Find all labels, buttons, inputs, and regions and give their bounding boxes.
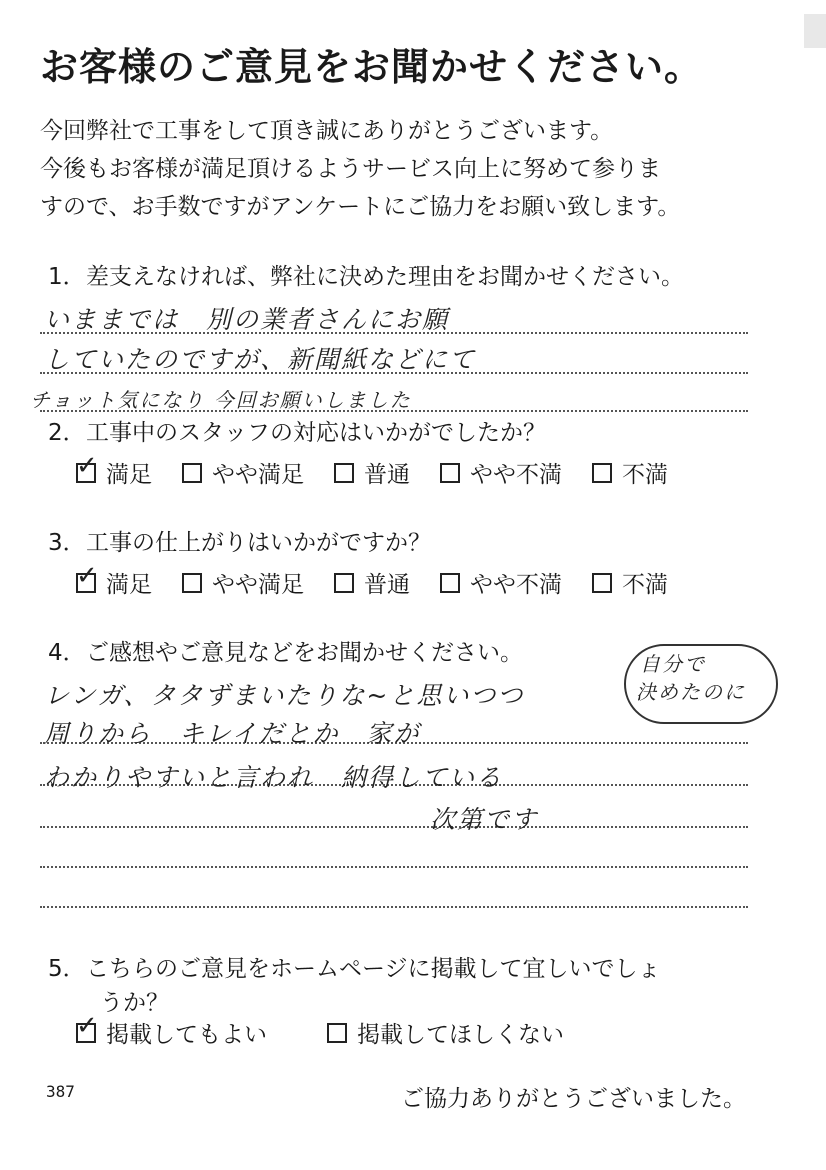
checkbox[interactable] xyxy=(592,463,612,483)
question-number: 5． xyxy=(48,956,86,982)
q5-option-allow[interactable]: ✓ 掲載してもよい xyxy=(76,1010,267,1048)
q2-options xyxy=(76,450,698,489)
q1-handwritten-answer-line[interactable]: いままでは 別の業者さんにお願 xyxy=(44,305,450,334)
checkbox[interactable] xyxy=(440,463,460,483)
q1-handwritten-answer-line[interactable]: していたのですが、新聞紙などにて xyxy=(44,345,477,374)
page-number: 387 xyxy=(46,1082,75,1101)
question-number: 1． xyxy=(48,264,86,290)
q3-option-somewhat-satisfied[interactable]: やや満足 xyxy=(182,566,304,599)
q3-option-average[interactable]: 普通 xyxy=(334,566,410,599)
checkbox[interactable] xyxy=(182,573,202,593)
bubble-note-line: 決めたのに xyxy=(636,680,746,704)
checkbox[interactable] xyxy=(76,1010,98,1043)
q3-options xyxy=(76,560,698,599)
answer-line xyxy=(40,826,748,828)
question-number: 3． xyxy=(48,530,86,556)
checkbox[interactable] xyxy=(76,560,98,593)
question-text: 工事の仕上がりはいかがですか？ xyxy=(86,530,431,556)
q4-handwritten-answer-line[interactable]: レンガ、タタずまいたりな~と思いつつ xyxy=(44,681,525,710)
question-number: 2． xyxy=(48,420,86,446)
bubble-note-line: 自分で xyxy=(640,652,706,676)
question-2 xyxy=(48,414,546,447)
answer-line xyxy=(40,866,748,868)
question-text: こちらのご意見をホームページに掲載して宜しいでしょ xyxy=(86,956,661,982)
question-text: 差支えなければ、弊社に決めた理由をお聞かせください。 xyxy=(86,264,684,290)
closing-message: ご協力ありがとうございました。 xyxy=(401,1086,746,1112)
q5-options xyxy=(76,1010,594,1049)
q5-option-disallow[interactable]: 掲載してほしくない xyxy=(327,1016,564,1049)
q3-option-somewhat-dissatisfied[interactable]: やや不満 xyxy=(440,566,562,599)
question-5-continued: うか？ xyxy=(100,990,169,1016)
q4-handwritten-answer-line[interactable]: 次第です xyxy=(430,805,539,834)
intro-line: 今回弊社で工事をして頂き誠にありがとうございます。 xyxy=(40,118,614,144)
form-title: お客様のご意見をお聞かせください。 xyxy=(40,45,704,89)
question-text: ご感想やご意見などをお聞かせください。 xyxy=(86,640,523,666)
checkbox[interactable] xyxy=(592,573,612,593)
q2-option-average[interactable]: 普通 xyxy=(334,456,410,489)
q1-handwritten-answer-line[interactable]: チョット気になり 今回お願いしました xyxy=(30,388,412,412)
intro-line: すので、お手数ですがアンケートにご協力をお願い致します。 xyxy=(40,194,681,220)
checkbox[interactable] xyxy=(327,1023,347,1043)
question-1 xyxy=(48,258,684,291)
q2-option-dissatisfied[interactable]: 不満 xyxy=(592,456,668,489)
question-text: 工事中のスタッフの対応はいかがでしたか？ xyxy=(86,420,546,446)
question-3 xyxy=(48,524,431,557)
check-mark-icon: ✓ xyxy=(76,560,98,591)
question-number: 4． xyxy=(48,640,86,666)
intro-line: 今後もお客様が満足頂けるようサービス向上に努めて参りま xyxy=(40,156,661,182)
check-mark-icon: ✓ xyxy=(76,1010,98,1041)
checkbox[interactable] xyxy=(334,463,354,483)
checkbox[interactable] xyxy=(182,463,202,483)
intro-text xyxy=(40,112,680,226)
checkbox[interactable] xyxy=(440,573,460,593)
q2-option-somewhat-satisfied[interactable]: やや満足 xyxy=(182,456,304,489)
answer-line xyxy=(40,906,748,908)
q2-option-satisfied[interactable]: ✓ 満足 xyxy=(76,450,152,488)
scan-edge-mark xyxy=(804,14,826,48)
q4-handwritten-answer-line[interactable]: 周りから キレイだとか 家が xyxy=(44,719,421,748)
checkbox[interactable] xyxy=(76,450,98,483)
q2-option-somewhat-dissatisfied[interactable]: やや不満 xyxy=(440,456,562,489)
q4-handwritten-answer-line[interactable]: わかりやすいと言われ 納得している xyxy=(44,763,504,792)
q3-option-satisfied[interactable]: ✓ 満足 xyxy=(76,560,152,598)
question-4 xyxy=(48,634,523,667)
q3-option-dissatisfied[interactable]: 不満 xyxy=(592,566,668,599)
checkbox[interactable] xyxy=(334,573,354,593)
check-mark-icon: ✓ xyxy=(76,450,98,481)
question-5 xyxy=(48,950,661,983)
